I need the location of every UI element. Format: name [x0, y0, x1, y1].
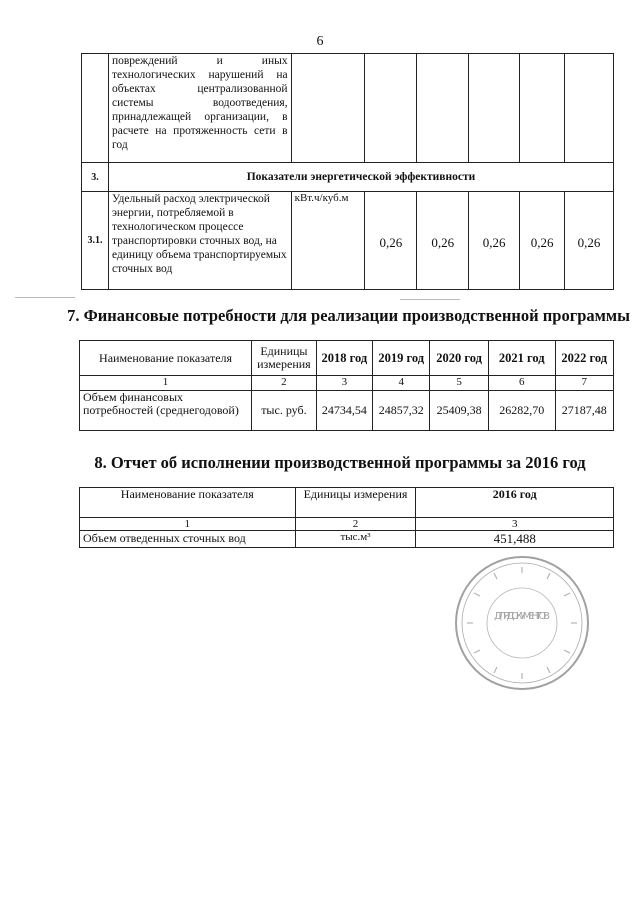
value-cell: 0,26 [417, 192, 469, 290]
table-cell [82, 54, 109, 163]
page-number: 6 [316, 34, 324, 49]
column-header: 2020 год [430, 341, 488, 376]
indicator-name: повреждений и иных технологических нарушений на объектах централизованной системы водоотведения, принадлежащей организации, в расчете на протяженность сети в год [108, 54, 291, 163]
official-stamp [452, 553, 592, 693]
index-cell: 6 [488, 376, 555, 391]
section-8-heading: 8. Отчет об исполнении производственной программы за 2016 год [94, 453, 586, 472]
column-header: Наименование показателя [80, 488, 296, 518]
table-row [82, 54, 614, 163]
column-header: 2021 год [488, 341, 555, 376]
value-cell: 26282,70 [488, 391, 555, 431]
table-row [82, 192, 614, 290]
unit-cell: тыс. руб. [252, 391, 317, 431]
value-cell: 0,26 [565, 192, 614, 290]
index-cell: 3 [316, 376, 372, 391]
section-number: 3. [82, 163, 109, 192]
column-header: 2019 год [373, 341, 430, 376]
index-cell: 1 [80, 518, 296, 531]
financial-needs-table [79, 340, 614, 431]
indicator-name: Объем отведенных сточных вод [80, 531, 296, 548]
program-report-table [79, 487, 614, 548]
value-cell: 24734,54 [316, 391, 372, 431]
column-header: 2018 год [316, 341, 372, 376]
column-header: Единицы измерения [252, 341, 317, 376]
index-cell: 2 [252, 376, 317, 391]
section-row [82, 163, 614, 192]
section-7-heading: 7. Финансовые потребности для реализации производственной программы [67, 306, 630, 325]
index-cell: 3 [416, 518, 614, 531]
stamp-text: ДЛЯ ДОКУМЕНТОВ [494, 611, 550, 622]
indicators-table-continued [81, 53, 614, 290]
table-row [80, 391, 614, 431]
index-cell: 2 [295, 518, 416, 531]
scan-artifact [15, 297, 75, 298]
unit-cell: тыс.м³ [295, 531, 416, 548]
index-row [80, 376, 614, 391]
value-cell: 25409,38 [430, 391, 488, 431]
value-cell: 24857,32 [373, 391, 430, 431]
column-header: Единицы измерения [295, 488, 416, 518]
value-cell: 0,26 [520, 192, 565, 290]
index-cell: 7 [555, 376, 613, 391]
column-header: 2016 год [416, 488, 614, 518]
table-header-row [80, 341, 614, 376]
column-header: Наименование показателя [80, 341, 252, 376]
unit-cell: кВт.ч/куб.м [291, 192, 365, 290]
index-row [80, 518, 614, 531]
index-cell: 5 [430, 376, 488, 391]
indicator-name: Объем финансовых потребностей (среднегодовой) [80, 391, 252, 431]
value-cell: 0,26 [365, 192, 417, 290]
row-number: 3.1. [82, 192, 109, 290]
table-header-row [80, 488, 614, 518]
table-row [80, 531, 614, 548]
value-cell: 27187,48 [555, 391, 613, 431]
index-cell: 4 [373, 376, 430, 391]
indicator-name: Удельный расход электрической энергии, потребляемой в технологическом процессе транспортировки сточных вод, на единицу объема транспортируемых сточных вод [108, 192, 291, 290]
index-cell: 1 [80, 376, 252, 391]
section-title: Показатели энергетической эффективности [108, 163, 613, 192]
value-cell: 451,488 [416, 531, 614, 548]
scan-artifact [400, 299, 460, 300]
value-cell: 0,26 [469, 192, 520, 290]
column-header: 2022 год [555, 341, 613, 376]
